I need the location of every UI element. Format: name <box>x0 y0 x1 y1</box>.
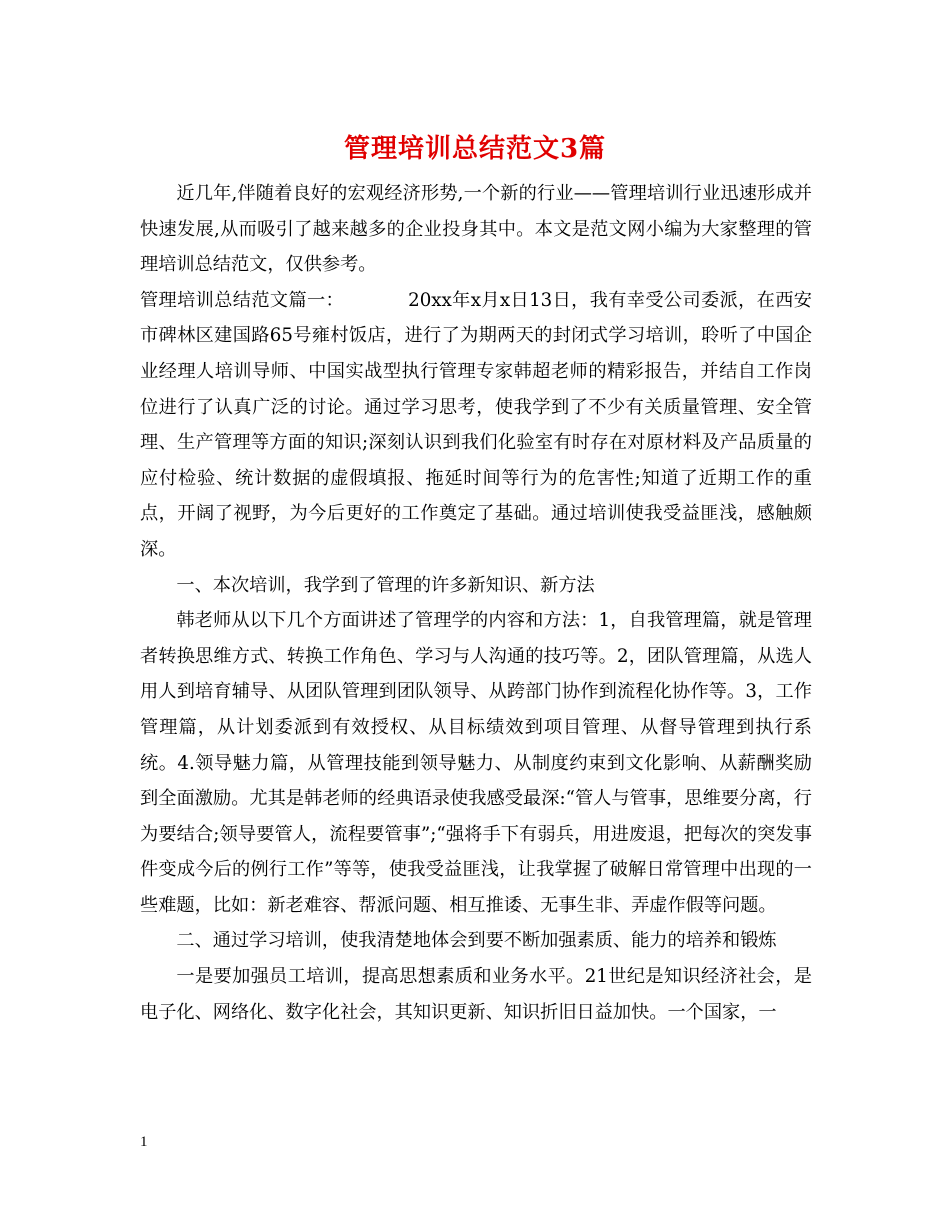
article-one-paragraph <box>140 283 812 568</box>
page-title: 管理培训总结范文3篇 <box>343 134 607 164</box>
section-two-paragraph: 一是要加强员工培训，提高思想素质和业务水平。21世纪是知识经济社会，是电子化、网络化、数字化社会，其知识更新、知识折旧日益加快。一个国家，一 <box>140 966 812 1023</box>
article-one-label: 管理培训总结范文篇一： <box>140 289 345 311</box>
section-one-heading: 一、本次培训，我学到了管理的许多新知识、新方法 <box>176 574 595 596</box>
section-two-heading: 二、通过学习培训，使我清楚地体会到要不断加强素质、能力的培养和锻炼 <box>176 930 777 952</box>
intro-paragraph: 近几年,伴随着良好的宏观经济形势,一个新的行业——管理培训行业迅速形成并快速发展,从而吸引了越来越多的企业投身其中。本文是范文网小编为大家整理的管理培训总结范文，仅供参考。 <box>140 183 812 276</box>
article-one-text: 20xx年x月x日13日，我有幸受公司委派，在西安市碑林区建国路65号雍村饭店，进行了为期两天的封闭式学习培训，聆听了中国企业经理人培训导师、中国实战型执行管理专家韩超老师的精彩报告，并结自工作岗位进行了认真广泛的讨论。通过学习思考，使我学到了不少有关质量管理、安全管理、生产管理等方面的知识;深刻认识到我们化验室有时存在对原材料及产品质量的应付检验、统计数据的虚假填报、拖延时间等行为的危害性;知道了近期工作的重点，开阔了视野，为今后更好的工作奠定了基础。通过培训使我受益匪浅，感触颇深。 <box>140 289 812 560</box>
document-body <box>140 176 812 1030</box>
page-number: 1 <box>140 1134 148 1150</box>
section-one-paragraph: 韩老师从以下几个方面讲述了管理学的内容和方法：1，自我管理篇，就是管理者转换思维方式、转换工作角色、学习与人沟通的技巧等。2，团队管理篇，从选人用人到培育辅导、从团队管理到团队领导、从跨部门协作到流程化协作等。3，工作管理篇，从计划委派到有效授权、从目标绩效到项目管理、从督导管理到执行系统。4.领导魅力篇，从管理技能到领导魅力、从制度约束到文化影响、从薪酬奖励到全面激励。尤其是韩老师的经典语录使我感受最深:“管人与管事，思维要分离，行为要结合;领导要管人，流程要管事”;“强将手下有弱兵，用进废退，把每次的突发事件变成今后的例行工作”等等，使我受益匪浅，让我掌握了破解日常管理中出现的一些难题，比如：新老难容、帮派问题、相互推诿、无事生非、弄虚作假等问题。 <box>140 610 812 916</box>
